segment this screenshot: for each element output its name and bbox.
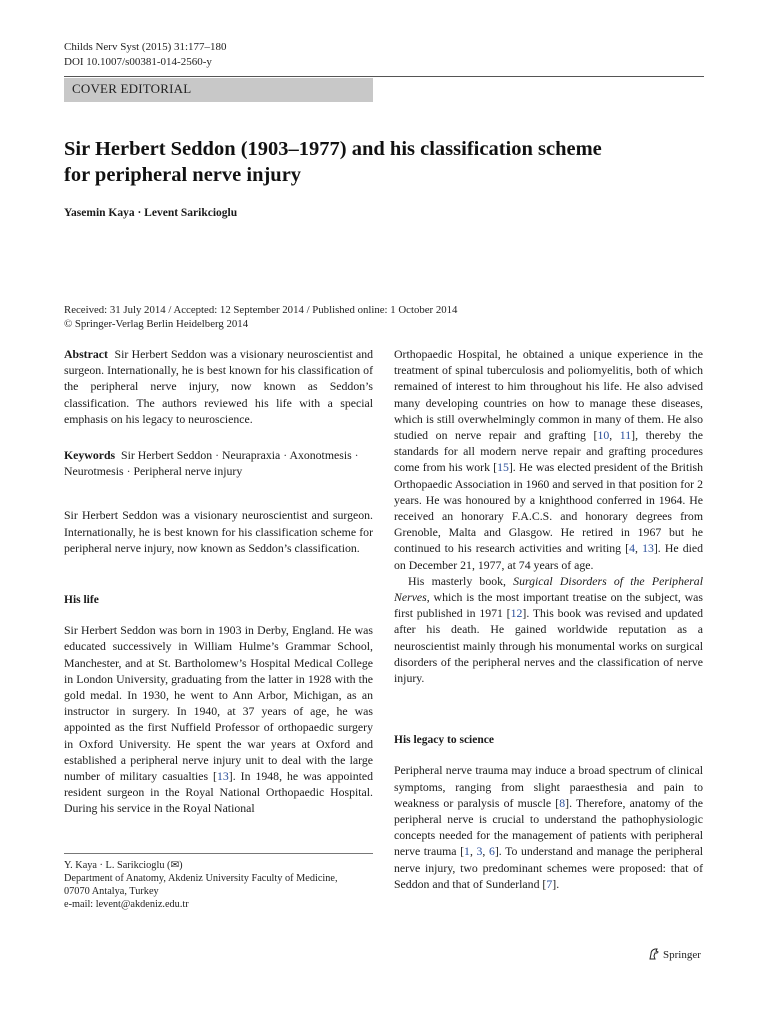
life-paragraph-3: His masterly book, Surgical Disorders of the Peripheral Nerves, which is the most important treatise on the subject, was first published in 1971 [12]. This book was revised and updated after his death. He gained worldwide reputation as a neuroscientist mainly through his monumental works on surgical disorders of the peripheral nerves and the classification of nerve injury. — [394, 573, 704, 686]
left-column — [64, 346, 373, 817]
author-affiliation — [64, 859, 384, 911]
citation-link[interactable]: 4 — [629, 541, 635, 556]
life-paragraph-2: Orthopaedic Hospital, he obtained a unique experience in the treatment of spinal tuberculosis and poliomyelitis, both of which remained of interest to him throughout his life. He also advised many developing countries on how to manage these diseases, which is still overwhelmingly common in many of them. He also studied on nerve repair and grafting [10, 11], thereby the standards for all modern nerve repair and grafting procedures come from his work [15]. He was elected president of the British Orthopaedic Association in 1960 and served in that position for 2 years. He was honoured by a knighthood conferred in 1964. He received an honorary F.A.C.S. and honorary degrees from Grenoble, Malta and Glasgow. He retired in 1967 but he continued to his research activities and writing [4, 13]. He died on December 21, 1977, at 74 years of age. — [394, 347, 704, 572]
keyword: Neurotmesis — [64, 464, 124, 479]
citation-link[interactable]: 11 — [619, 428, 632, 443]
keyword: Axonotmesis — [289, 448, 352, 463]
header-rule — [64, 76, 704, 77]
publisher-logo — [648, 948, 701, 963]
journal-header — [64, 40, 227, 70]
publisher-name: Springer — [663, 949, 701, 961]
article-title — [64, 136, 704, 188]
footnote-rule — [64, 853, 373, 854]
publication-dates — [64, 303, 457, 331]
keyword: Neurapraxia — [221, 448, 281, 463]
citation-link[interactable]: 8 — [559, 795, 566, 810]
right-column — [394, 346, 703, 892]
keywords: Keywords Sir Herbert Seddon · Neurapraxia · Axonotmesis · Neurotmesis · Peripheral nerve injury — [64, 448, 359, 479]
journal-citation: Childs Nerv Syst (2015) 31:177–180 — [64, 41, 227, 53]
citation-link[interactable]: 15 — [497, 460, 509, 475]
citation-link[interactable]: 6 — [488, 844, 495, 859]
citation-link[interactable]: 10 — [597, 428, 610, 443]
keyword: Sir Herbert Seddon — [121, 448, 213, 463]
book-title: Surgical Disorders of the Peripheral Nerves — [394, 573, 703, 605]
abstract — [64, 346, 373, 427]
title-line-2: for peripheral nerve injury — [64, 164, 302, 186]
doi: DOI 10.1007/s00381-014-2560-y — [64, 56, 212, 68]
heading-legacy: His legacy to science — [394, 734, 494, 747]
citation-link[interactable]: 13 — [642, 541, 654, 556]
citation-link[interactable]: 13 — [216, 769, 229, 784]
intro-paragraph: Sir Herbert Seddon was a visionary neuroscientist and surgeon. Internationally, he is best known for his classification scheme for peripheral nerve injury, now known as Seddon’s classification. — [64, 508, 373, 555]
citation-link[interactable]: 3 — [476, 844, 483, 859]
title-line-1: Sir Herbert Seddon (1903–1977) and his classification scheme — [64, 138, 602, 160]
abstract-text: Sir Herbert Seddon was a visionary neuroscientist and surgeon. Internationally, he is best known for his classification of the peripheral nerve injury, now known as Seddon’s classification. The authors reviewed his life with a special emphasis on his legacy to neuroscience. — [64, 347, 373, 426]
citation-link[interactable]: 7 — [546, 876, 553, 891]
heading-his-life: His life — [64, 594, 99, 607]
department: Department of Anatomy, Akdeniz University Faculty of Medicine, — [64, 873, 338, 884]
citation-link[interactable]: 1 — [464, 844, 470, 859]
copyright-line: © Springer-Verlag Berlin Heidelberg 2014 — [64, 318, 249, 330]
history-dates: Received: 31 July 2014 / Accepted: 12 September 2014 / Published online: 1 October 2014 — [64, 304, 458, 316]
legacy-paragraph: Peripheral nerve trauma may induce a broad spectrum of clinical symptoms, ranging from slight paraesthesia and pain to weakness or paralysis of muscle [8]. Therefore, anatomy of the peripheral nerve is crucial to understand the pathophysiologic concepts needed for the management of patients with peripheral nerve trauma [1, 3, 6]. To understand and manage the peripheral nerve injury, two predominant schemes were proposed: that of Seddon and that of Sunderland [7]. — [394, 763, 704, 891]
corresponding-authors: Y. Kaya · L. Sarikcioglu (✉) — [64, 860, 183, 871]
keywords-label: Keywords — [64, 448, 116, 463]
email-link[interactable]: e-mail: levent@akdeniz.edu.tr — [64, 899, 189, 910]
life-paragraph-1: Sir Herbert Seddon was born in 1903 in Derby, England. He was educated successively in William Hulme’s Grammar School, Manchester, and at St. Bartholomew’s Hospital Medical College in London University, graduating from the latter in 1928 with the gold medal. In 1930, he went to Ann Arbor, Michigan, as an instructor in surgery. In 1940, at 37 years of age, he was appointed as the first Nuffield Professor of orthopaedic surgery in Oxford University. He spent the war years at Oxford and established a peripheral nerve injury unit to deal with the large number of military casualties [13]. In 1948, he was appointed resident surgeon in the Royal National Orthopaedic Hospital. During his service in the Royal National — [64, 623, 374, 816]
keyword: Peripheral nerve injury — [133, 464, 243, 479]
springer-horse-icon — [648, 948, 660, 963]
citation-link[interactable]: 12 — [510, 606, 523, 621]
address: 07070 Antalya, Turkey — [64, 886, 159, 897]
author-list: Yasemin Kaya · Levent Sarikcioglu — [64, 207, 238, 219]
section-banner: COVER EDITORIAL — [64, 78, 373, 102]
abstract-label: Abstract — [64, 347, 108, 361]
